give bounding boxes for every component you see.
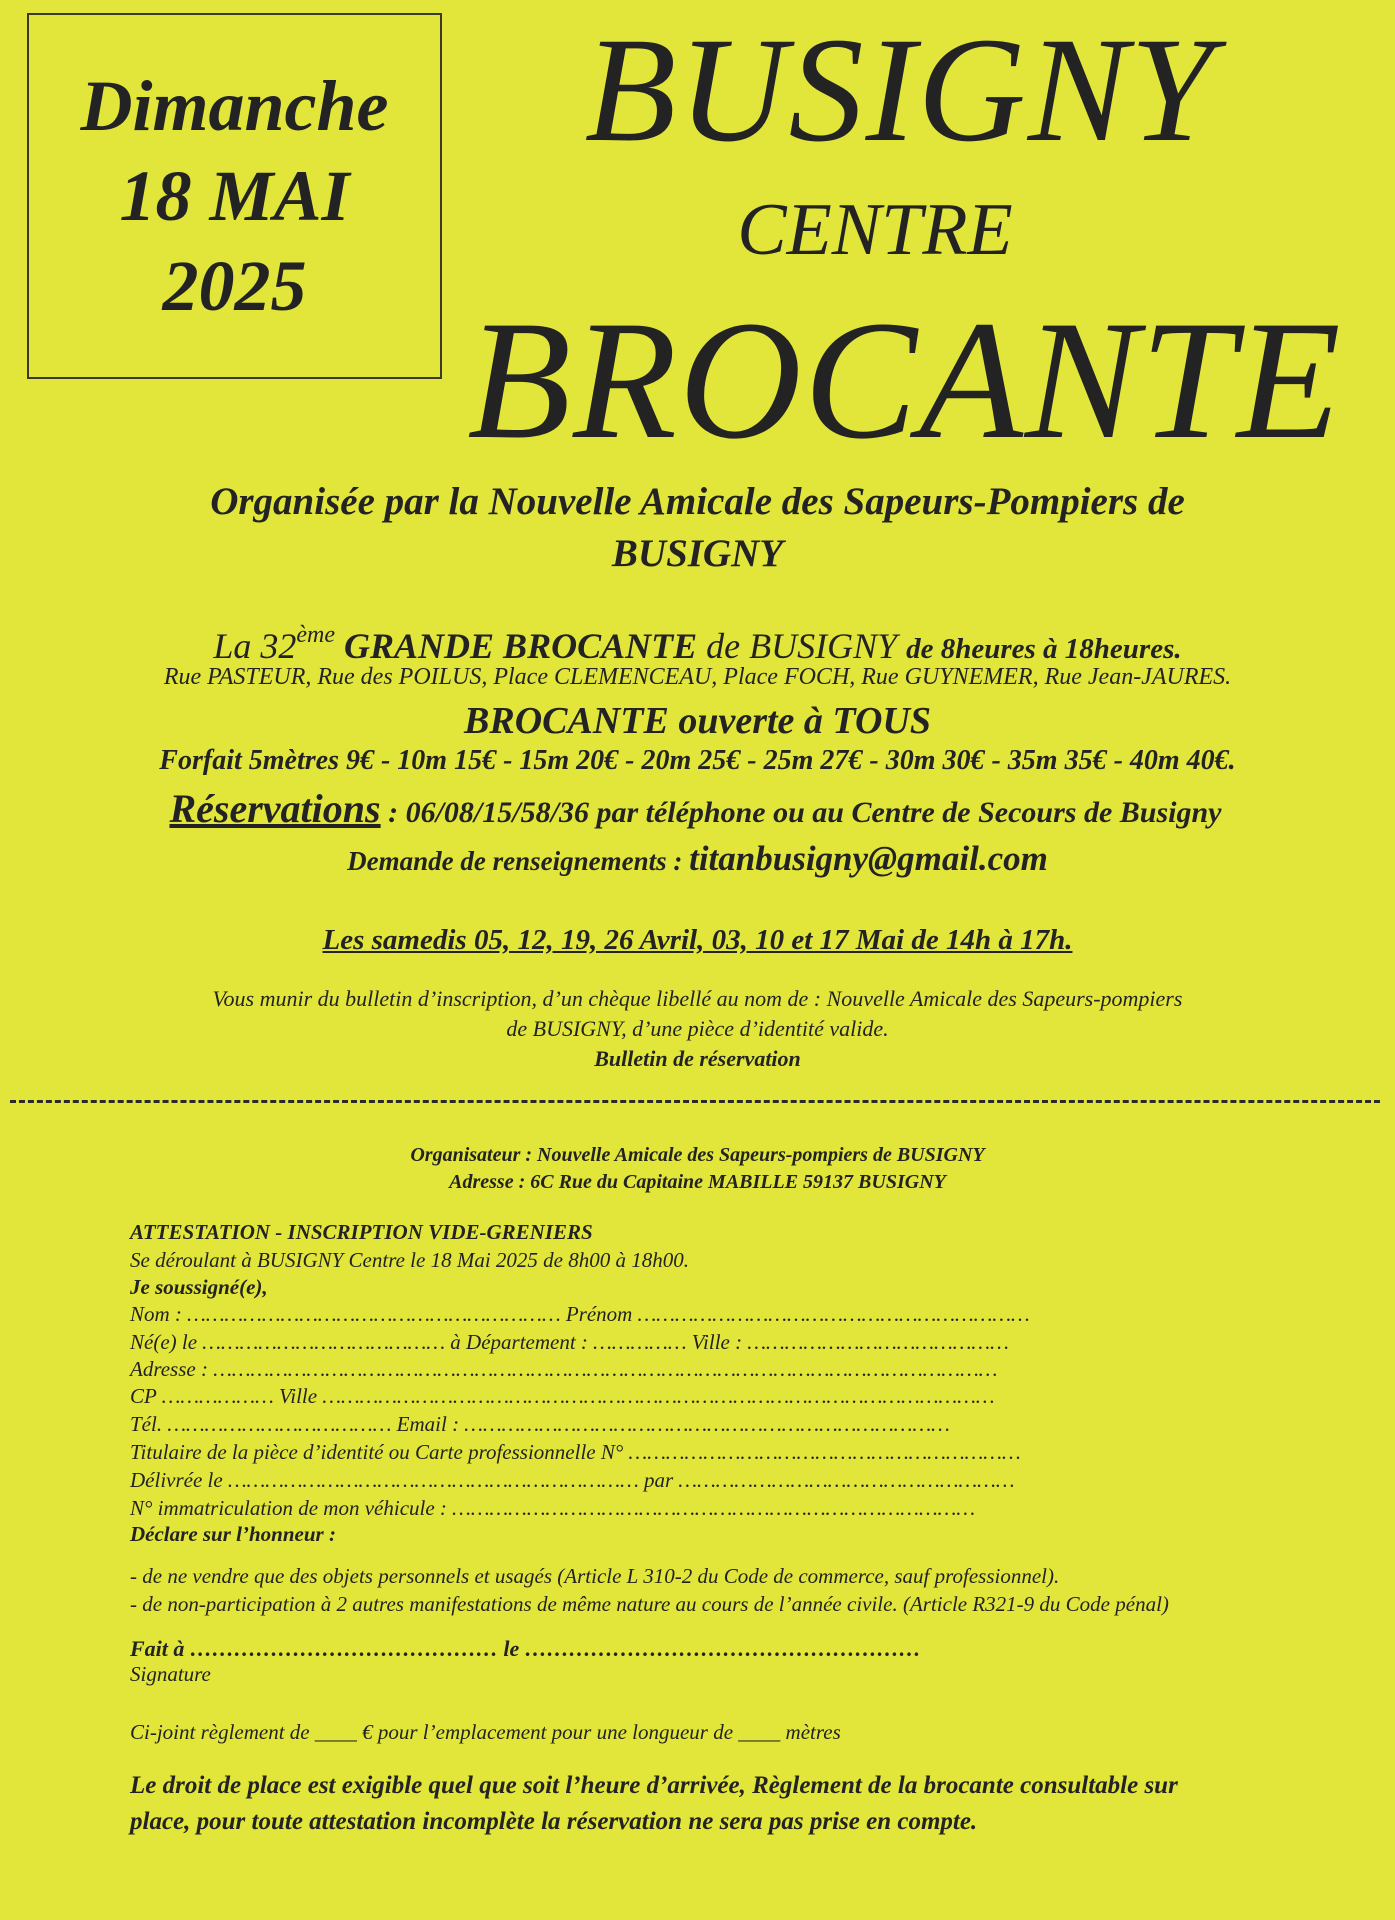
declaration-1: - de ne vendre que des objets personnels et usagés (Article L 310-2 du Code de commerce, sauf professionnel). — [130, 1564, 1060, 1588]
form-heading: ATTESTATION - INSCRIPTION VIDE-GRENIERS — [130, 1220, 593, 1244]
field-delivree: Délivrée le ………………………………………………………… par ……………………………………………… — [130, 1468, 1015, 1492]
saturdays-line: Les samedis 05, 12, 19, 26 Avril, 03, 10 et 17 Mai de 14h à 17h. — [322, 924, 1073, 956]
field-naissance: Né(e) le ………………………………… à Département : …………… Ville : …………………………………… — [130, 1330, 1009, 1354]
form-adresse: Adresse : 6C Rue du Capitaine MABILLE 59137 BUSIGNY — [449, 1171, 946, 1193]
footer-line-2: place, pour toute attestation incomplète la réservation ne sera pas prise en compte. — [130, 1808, 978, 1835]
organizer-line-1: Organisée par la Nouvelle Amicale des Sapeurs-Pompiers de — [210, 480, 1185, 523]
streets-line: Rue PASTEUR, Rue des POILUS, Place CLEMENCEAU, Place FOCH, Rue GUYNEMER, Rue Jean-JAURES. — [163, 664, 1232, 690]
field-cp-ville: CP ……………… Ville ……………………………………………………………………………………………… — [130, 1384, 995, 1408]
form-deroulant: Se déroulant à BUSIGNY Centre le 18 Mai 2025 de 8h00 à 18h00. — [130, 1248, 689, 1272]
instructions-line-3: Bulletin de réservation — [594, 1046, 801, 1071]
field-tel-email: Tél. ……………………………… Email : …………………………………………………………………… — [130, 1412, 950, 1436]
date-date: 18 MAI — [119, 156, 350, 236]
title-event: BROCANTE — [467, 286, 1343, 474]
form-soussigne: Je soussigné(e), — [130, 1275, 268, 1299]
field-titulaire: Titulaire de la pièce d’identité ou Carte professionnelle N° ……………………………………………………… — [130, 1440, 1021, 1464]
date-year: 2025 — [162, 246, 307, 326]
edition-name: GRANDE BROCANTE — [344, 626, 698, 666]
form-declare: Déclare sur l’honneur : — [130, 1522, 336, 1546]
reservations-line: Réservations : 06/08/15/58/36 par téléphone ou au Centre de Secours de Busigny — [169, 786, 1222, 831]
info-email: titanbusigny@gmail.com — [689, 839, 1048, 878]
pricing-line: Forfait 5mètres 9€ - 10m 15€ - 15m 20€ - 20m 25€ - 25m 27€ - 30m 30€ - 35m 35€ - 40m 40€. — [159, 745, 1236, 776]
field-nom: Nom : …………………………………………………… Prénom ……………………………………………………… — [130, 1302, 1030, 1326]
date-day: Dimanche — [80, 66, 389, 146]
reservations-label: Réservations — [169, 786, 381, 831]
instructions-line-1: Vous munir du bulletin d’inscription, d’un chèque libellé au nom de : Nouvelle Amicale des Sapeurs-pompiers — [212, 986, 1183, 1011]
organizer-line-2: BUSIGNY — [611, 532, 784, 575]
field-immatriculation: N° immatriculation de mon véhicule : ………………………………………………………………………… — [130, 1496, 975, 1520]
date-box — [27, 13, 442, 379]
field-reglement: Ci-joint règlement de ____ € pour l’emplacement pour une longueur de ____ mètres — [130, 1720, 841, 1744]
edition-line: La 32ème GRANDE BROCANTE de BUSIGNY de 8heures à 18heures. — [213, 622, 1182, 666]
open-line: BROCANTE ouverte à TOUS — [464, 700, 931, 742]
instructions-line-2: de BUSIGNY, d’une pièce d’identité valide. — [506, 1016, 889, 1041]
form-organisateur: Organisateur : Nouvelle Amicale des Sapeurs-pompiers de BUSIGNY — [410, 1144, 985, 1166]
field-adresse: Adresse : ……………………………………………………………………………………………………………… — [130, 1357, 998, 1381]
title-town: BUSIGNY — [584, 7, 1216, 173]
edition-hours: de 8heures à 18heures. — [906, 633, 1182, 665]
declaration-2: - de non-participation à 2 autres manifestations de même nature au cours de l’année civile. (Article R321-9 du Code pénal) — [130, 1592, 1169, 1616]
info-line: Demande de renseignements : titanbusigny@gmail.com — [347, 839, 1048, 878]
field-fait-le: Fait à …………………………………… le ……………………………………………… — [130, 1636, 921, 1661]
footer-line-1: Le droit de place est exigible quel que soit l’heure d’arrivée, Règlement de la brocante consultable sur — [130, 1772, 1178, 1799]
signature-label: Signature — [130, 1662, 211, 1686]
cut-line — [10, 1100, 1380, 1103]
title-subtitle: CENTRE — [737, 189, 1013, 271]
